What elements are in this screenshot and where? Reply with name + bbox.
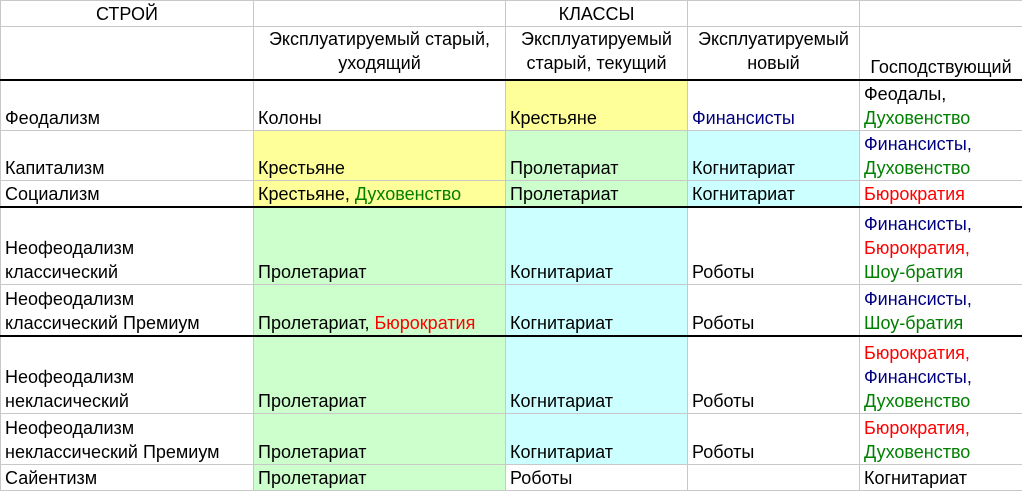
table-row <box>1 80 1022 131</box>
class-cell: Когнитариат <box>688 181 860 207</box>
dominant-cell: Бюрократия, Финансисты, Духовенство <box>860 336 1022 414</box>
stroy-cell: Сайентизм <box>1 465 254 491</box>
dominant-cell: Финансисты, Шоу-братия <box>860 285 1022 336</box>
table-row <box>1 336 1022 414</box>
header-empty <box>1 27 254 80</box>
header-row-1 <box>1 1 1022 27</box>
dominant-cell: Финансисты, Бюрократия, Шоу-братия <box>860 207 1022 285</box>
dominant-cell: Когнитариат <box>860 465 1022 491</box>
class-cell: Когнитариат <box>506 207 688 285</box>
table-row <box>1 285 1022 336</box>
header-empty <box>860 1 1022 27</box>
stroy-cell: Неофеодализм классический Премиум <box>1 285 254 336</box>
class-cell: Пролетариат <box>254 207 506 285</box>
header-empty <box>254 1 506 27</box>
header-col-old-current: Эксплуатируемый старый, текущий <box>506 27 688 80</box>
table-row <box>1 207 1022 285</box>
header-klassy: КЛАССЫ <box>506 1 688 27</box>
dominant-cell: Финансисты, Духовенство <box>860 131 1022 181</box>
class-cell: Колоны <box>254 80 506 131</box>
table-row <box>1 181 1022 207</box>
class-cell: Когнитариат <box>506 285 688 336</box>
header-col-new: Эксплуатируемый новый <box>688 27 860 80</box>
class-cell: Когнитариат <box>506 414 688 465</box>
class-cell: Пролетариат <box>506 131 688 181</box>
table-row <box>1 414 1022 465</box>
header-col-old-leaving: Эксплуатируемый старый, уходящий <box>254 27 506 80</box>
class-cell: Крестьяне, Духовенство <box>254 181 506 207</box>
class-cell <box>688 465 860 491</box>
table-row <box>1 131 1022 181</box>
class-cell: Пролетариат <box>254 414 506 465</box>
class-cell: Роботы <box>688 207 860 285</box>
dominant-cell: Феодалы, Духовенство <box>860 80 1022 131</box>
class-cell: Роботы <box>506 465 688 491</box>
class-cell: Пролетариат <box>254 465 506 491</box>
dominant-cell: Бюрократия <box>860 181 1022 207</box>
stroy-cell: Неофеодализм некласический <box>1 336 254 414</box>
class-cell: Крестьяне <box>506 80 688 131</box>
class-cell: Пролетариат, Бюрократия <box>254 285 506 336</box>
class-cell: Роботы <box>688 336 860 414</box>
stroy-cell: Капитализм <box>1 131 254 181</box>
dominant-cell: Бюрократия, Духовенство <box>860 414 1022 465</box>
header-row-2 <box>1 27 1022 80</box>
stroy-cell: Неофеодализм классический <box>1 207 254 285</box>
header-col-dominant: Господствующий <box>860 27 1022 80</box>
header-stroy: СТРОЙ <box>1 1 254 27</box>
stroy-cell: Социализм <box>1 181 254 207</box>
stroy-cell: Феодализм <box>1 80 254 131</box>
class-cell: Пролетариат <box>254 336 506 414</box>
class-cell: Когнитариат <box>506 336 688 414</box>
class-cell: Роботы <box>688 285 860 336</box>
table-row <box>1 465 1022 491</box>
class-cell: Когнитариат <box>688 131 860 181</box>
stroy-cell: Неофеодализм неклассический Премиум <box>1 414 254 465</box>
class-cell: Крестьяне <box>254 131 506 181</box>
class-cell: Финансисты <box>688 80 860 131</box>
class-cell: Роботы <box>688 414 860 465</box>
class-cell: Пролетариат <box>506 181 688 207</box>
header-empty <box>688 1 860 27</box>
